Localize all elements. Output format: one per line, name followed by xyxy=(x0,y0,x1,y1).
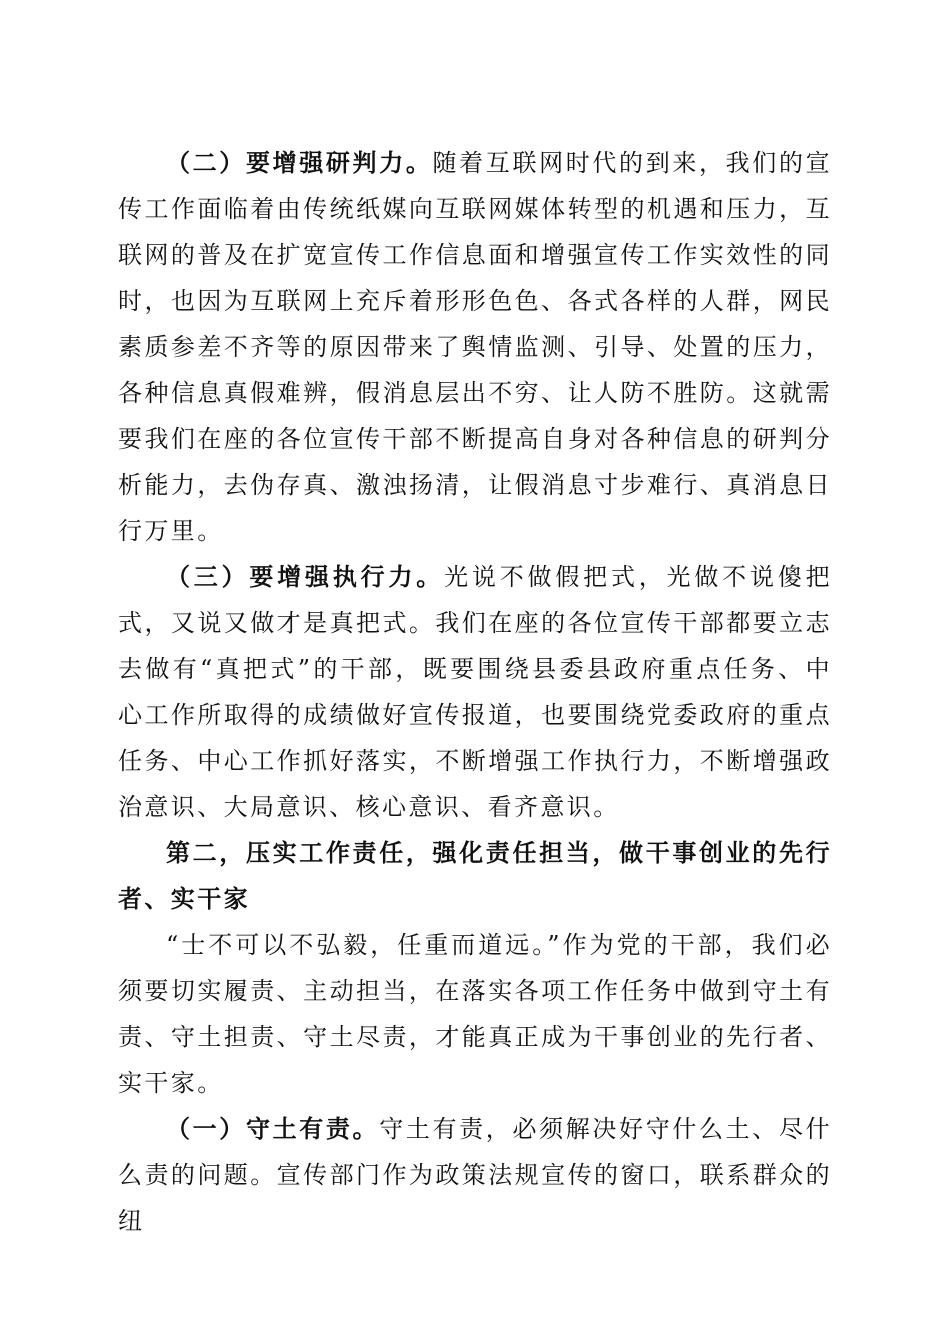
paragraph-lead: （二）要增强研判力。 xyxy=(166,148,433,177)
paragraph-body: “士不可以不弘毅，任重而道远。”作为党的干部，我们必须要切实履责、主动担当，在落实各项工作任务中做到守土有责、守土担责、守土尽责，才能真正成为干事创业的先行者、实干家。 xyxy=(118,931,832,1097)
document-page xyxy=(118,140,832,1244)
paragraph-quote xyxy=(118,922,832,1106)
paragraph-lead: （一）守土有责。 xyxy=(166,1114,380,1143)
paragraph-body: 光说不做假把式，光做不说傻把式，又说又做才是真把式。我们在座的各位宣传干部都要立志去做有“真把式”的干部，既要围绕县委县政府重点任务、中心工作所取得的成绩做好宣传报道，也要围绕党委政府的重点任务、中心工作抓好落实，不断增强工作执行力，不断增强政治意识、大局意识、核心意识、看齐意识。 xyxy=(118,563,833,821)
paragraph-body: 随着互联网时代的到来，我们的宣传工作面临着由传统纸媒向互联网媒体转型的机遇和压力，互联网的普及在扩宽宣传工作信息面和增强宣传工作实效性的同时，也因为互联网上充斥着形形色色、各式各样的人群，网民素质参差不齐等的原因带来了舆情监测、引导、处置的压力，各种信息真假难辨，假消息层出不穷、让人防不胜防。这就需要我们在座的各位宣传干部不断提高自身对各种信息的研判分析能力，去伪存真、激浊扬清，让假消息寸步难行、真消息日行万里。 xyxy=(118,149,832,545)
paragraph-lead: （三）要增强执行力。 xyxy=(166,562,445,591)
paragraph-guard-duty xyxy=(118,1106,832,1244)
paragraph-enhance-judgment xyxy=(118,140,832,554)
section-heading-second xyxy=(118,830,832,922)
paragraph-body: 守土有责，必须解决好守什么土、尽什么责的问题。宣传部门作为政策法规宣传的窗口，联系群众的纽 xyxy=(118,1115,832,1235)
section-heading-text: 第二，压实工作责任，强化责任担当，做干事创业的先行者、实干家 xyxy=(118,838,832,913)
paragraph-enhance-execution xyxy=(118,554,832,830)
